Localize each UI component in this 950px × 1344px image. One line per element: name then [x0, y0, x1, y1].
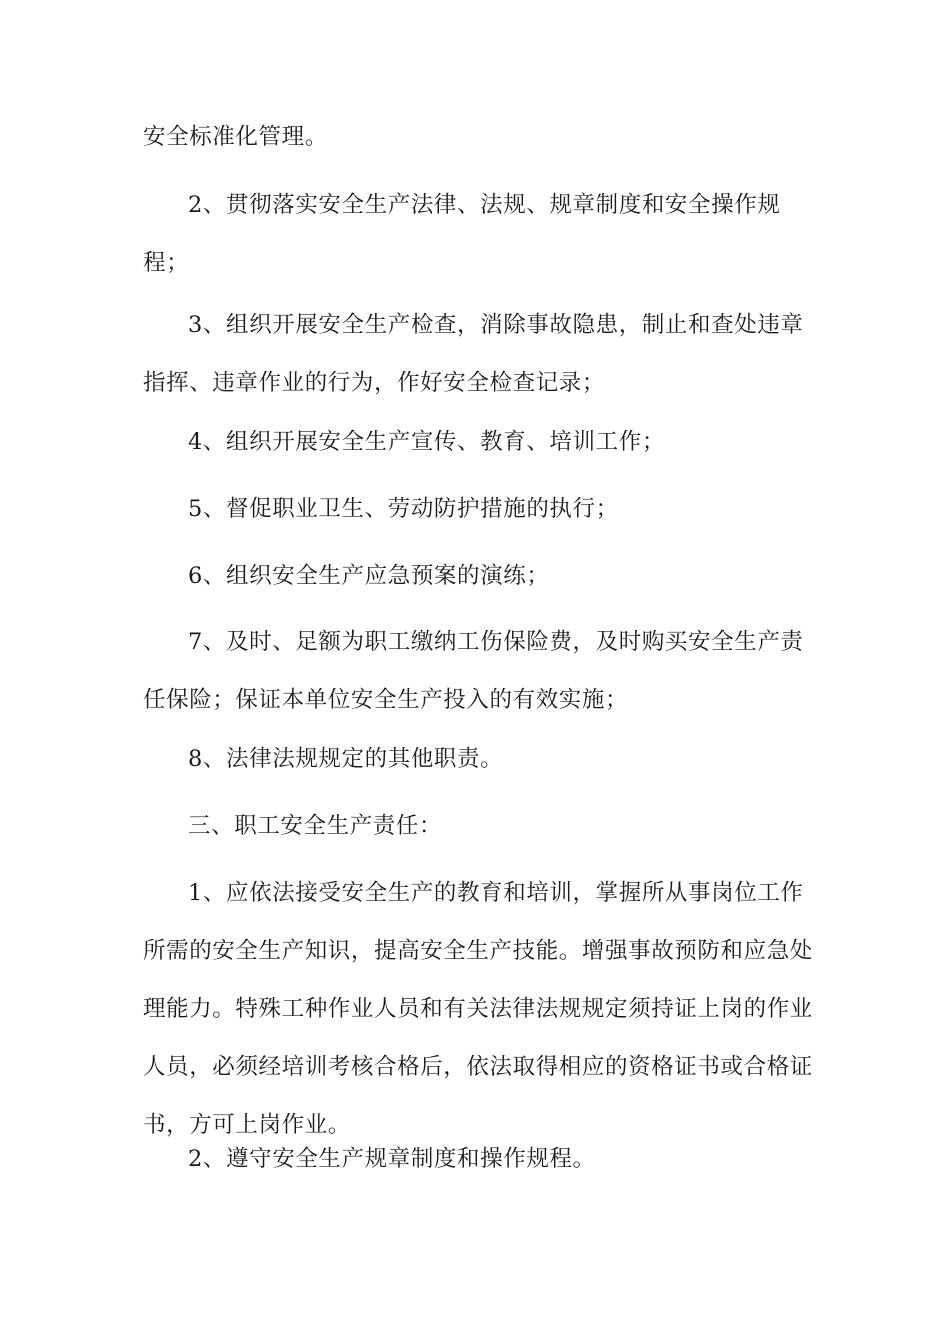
paragraph-item-8: 8、法律法规规定的其他职责。: [188, 746, 504, 772]
paragraph-item-2: 2、贯彻落实安全生产法律、法规、规章制度和安全操作规程；: [143, 192, 781, 276]
paragraph-item-4: 4、组织开展安全生产宣传、教育、培训工作；: [188, 429, 665, 455]
paragraph-item-6: 6、组织安全生产应急预案的演练；: [188, 563, 550, 589]
paragraph-item-5: 5、督促职业卫生、劳动防护措施的执行；: [188, 496, 619, 522]
paragraph-continuation: 安全标准化管理。: [143, 124, 328, 150]
paragraph-item-7: 7、及时、足额为职工缴纳工伤保险费，及时购买安全生产责任保险；保证本单位安全生产投入的有效实施；: [143, 629, 804, 713]
paragraph-item-3: 3、组织开展安全生产检查，消除事故隐患，制止和查处违章指挥、违章作业的行为，作好安全检查记录；: [143, 312, 804, 396]
section-heading-3: 三、职工安全生产责任：: [188, 813, 443, 839]
paragraph-section3-item-2: 2、遵守安全生产规章制度和操作规程。: [188, 1146, 596, 1172]
paragraph-section3-item-1: 1、应依法接受安全生产的教育和培训，掌握所从事岗位工作所需的安全生产知识，提高安全生产技能。增强事故预防和应急处理能力。特殊工种作业人员和有关法律法规规定须持证上岗的作业人员，必须经培训考核合格后，依法取得相应的资格证书或合格证书，方可上岗作业。: [143, 880, 813, 1138]
